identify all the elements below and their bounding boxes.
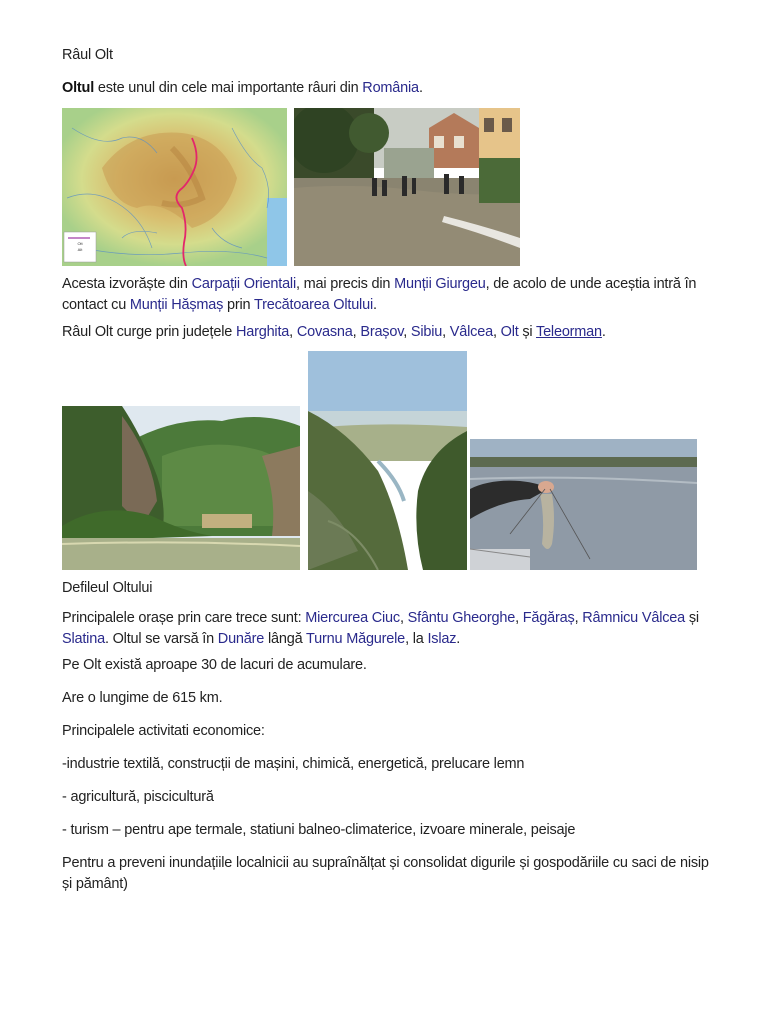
activity-item-industry: -industrie textilă, construcții de mașini, chimică, energetică, prelucare lemn [62,756,525,772]
lakes-line: Pe Olt există aproape 30 de lacuri de acumulare. [62,657,367,673]
activity-item-tourism: - turism – pentru ape termale, statiuni balneo-climaterice, izvoare minerale, peisaje [62,822,576,838]
romania-relief-map [62,108,287,266]
activities-heading: Principalele activitati economice: [62,723,265,739]
gorge-photo [62,406,300,570]
intro-paragraph: Oltul este unul din cele mai importante râuri din România. [62,80,423,96]
link-covasna[interactable]: Covasna [296,324,353,340]
closing-paragraph: Pentru a preveni inundațiile localnicii au supraînălțat și consolidat digurile și gospodăriile cu saci de nisip și pământ) [62,855,709,892]
length-line: Are o lungime de 615 km. [62,690,223,706]
link-miercurea-ciuc[interactable]: Miercurea Ciuc [305,610,400,626]
link-valcea[interactable]: Vâlcea [449,324,493,340]
document-title: Râul Olt [62,47,113,63]
link-olt[interactable]: Olt [500,324,519,340]
link-islaz[interactable]: Islaz [427,631,457,647]
link-slatina[interactable]: Slatina [62,631,105,647]
link-harghita[interactable]: Harghita [235,324,290,340]
link-trecatoarea-oltului[interactable]: Trecătoarea Oltului [254,297,373,313]
photo-caption: Defileul Oltului [62,580,153,596]
fishing-photo [470,439,697,570]
link-dunare[interactable]: Dunăre [217,631,265,647]
link-fagaras[interactable]: Făgăraș [522,610,575,626]
link-brasov[interactable]: Brașov [360,324,404,340]
link-sfantu-gheorghe[interactable]: Sfântu Gheorghe [407,610,516,626]
activity-item-agriculture: - agricultură, piscicultură [62,789,214,805]
cities-paragraph: Principalele orașe prin care trece sunt: Miercurea Ciuc, Sfântu Gheorghe, Făgăraș, Râmnicu Vâlcea și Slatina. Oltul se varsă în Dunăre lângă Turnu Măgurele, la Islaz. [62,610,699,647]
counties-paragraph: Râul Olt curge prin județele Harghita, Covasna, Brașov, Sibiu, Vâlcea, Olt și Teleorman. [62,324,606,340]
river-name-bold: Oltul [62,80,95,96]
link-sibiu[interactable]: Sibiu [410,324,443,340]
link-teleorman[interactable]: Teleorman [536,324,602,340]
flood-photo [294,108,520,266]
link-muntii-hasmas[interactable]: Munții Hășmaș [129,297,224,313]
river-valley-photo [308,351,467,570]
link-romania[interactable]: România [362,80,419,96]
link-carpatii-orientali[interactable]: Carpații Orientali [191,276,296,292]
link-ramnicu-valcea[interactable]: Râmnicu Vâlcea [582,610,686,626]
link-turnu-magurele[interactable]: Turnu Măgurele [306,631,406,647]
map-legend: Olt Alt [77,241,83,252]
link-muntii-giurgeu[interactable]: Munții Giurgeu [394,276,486,292]
source-paragraph: Acesta izvorăște din Carpații Orientali, mai precis din Munții Giurgeu, de acolo de unde aceștia intră în contact cu Munții Hășmaș prin Trecătoarea Oltului. [62,276,697,313]
